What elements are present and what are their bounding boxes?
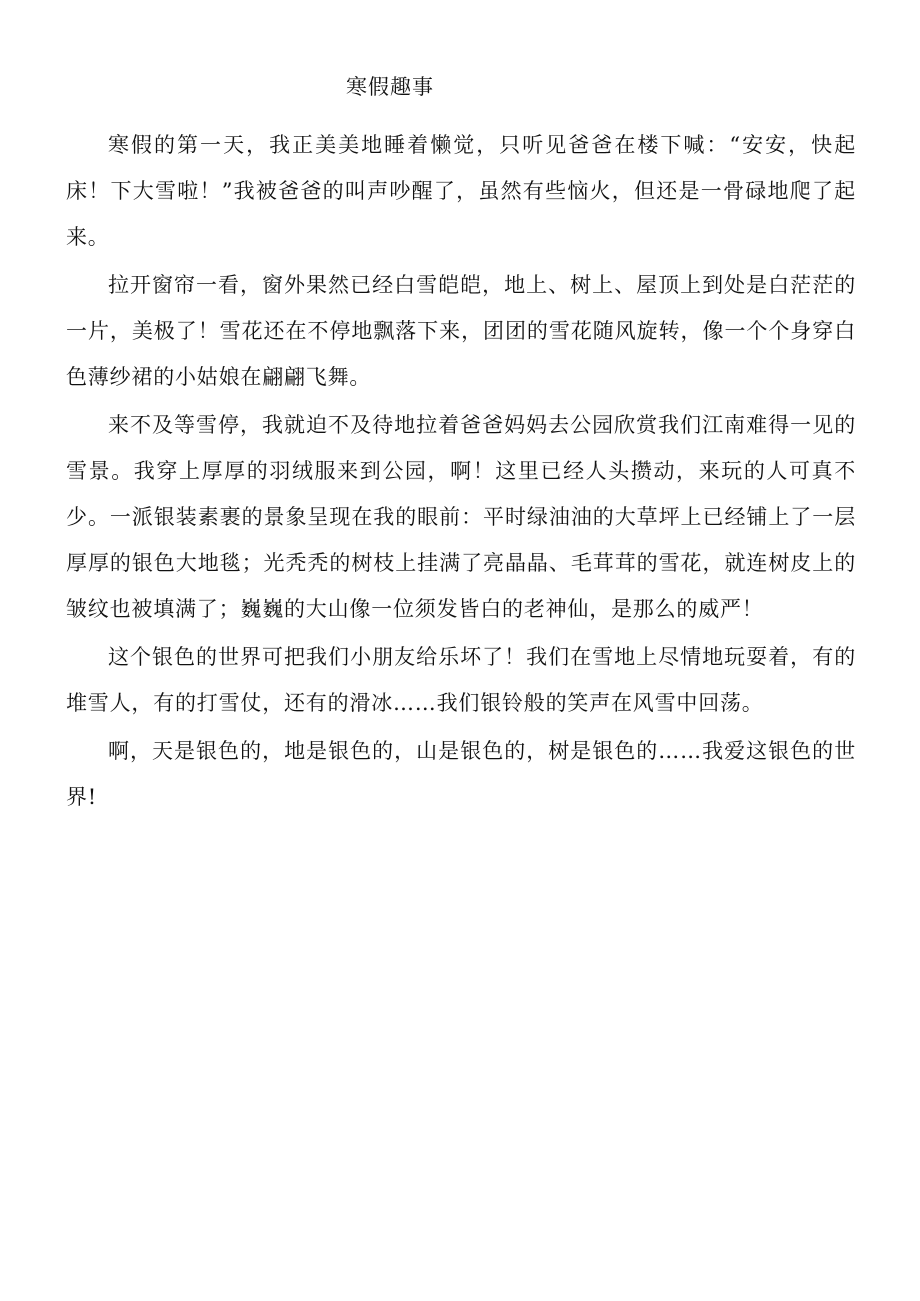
- document-body: [66, 122, 856, 820]
- document-title: 寒假趣事: [346, 75, 434, 99]
- paragraph-3: 来不及等雪停，我就迫不及待地拉着爸爸妈妈去公园欣赏我们江南难得一见的雪景。我穿上厚厚的羽绒服来到公园，啊！这里已经人头攒动，来玩的人可真不少。一派银装素裹的景象呈现在我的眼前：平时绿油油的大草坪上已经铺上了一层厚厚的银色大地毯；光秃秃的树枝上挂满了亮晶晶、毛茸茸的雪花，就连树皮上的皱纹也被填满了；巍巍的大山像一位须发皆白的老神仙，是那么的威严！: [66, 413, 856, 621]
- paragraph-1: 寒假的第一天，我正美美地睡着懒觉，只听见爸爸在楼下喊：“安安，快起床！下大雪啦！”我被爸爸的叫声吵醒了，虽然有些恼火，但还是一骨碌地爬了起来。: [66, 133, 856, 249]
- paragraph-5: 啊，天是银色的，地是银色的，山是银色的，树是银色的……我爱这银色的世界!: [66, 739, 856, 809]
- paragraph-2: 拉开窗帘一看，窗外果然已经白雪皑皑，地上、树上、屋顶上到处是白茫茫的一片，美极了！雪花还在不停地飘落下来，团团的雪花随风旋转，像一个个身穿白色薄纱裙的小姑娘在翩翩飞舞。: [66, 273, 856, 389]
- paragraph-4: 这个银色的世界可把我们小朋友给乐坏了！我们在雪地上尽情地玩耍着，有的堆雪人，有的打雪仗，还有的滑冰……我们银铃般的笑声在风雪中回荡。: [66, 645, 856, 715]
